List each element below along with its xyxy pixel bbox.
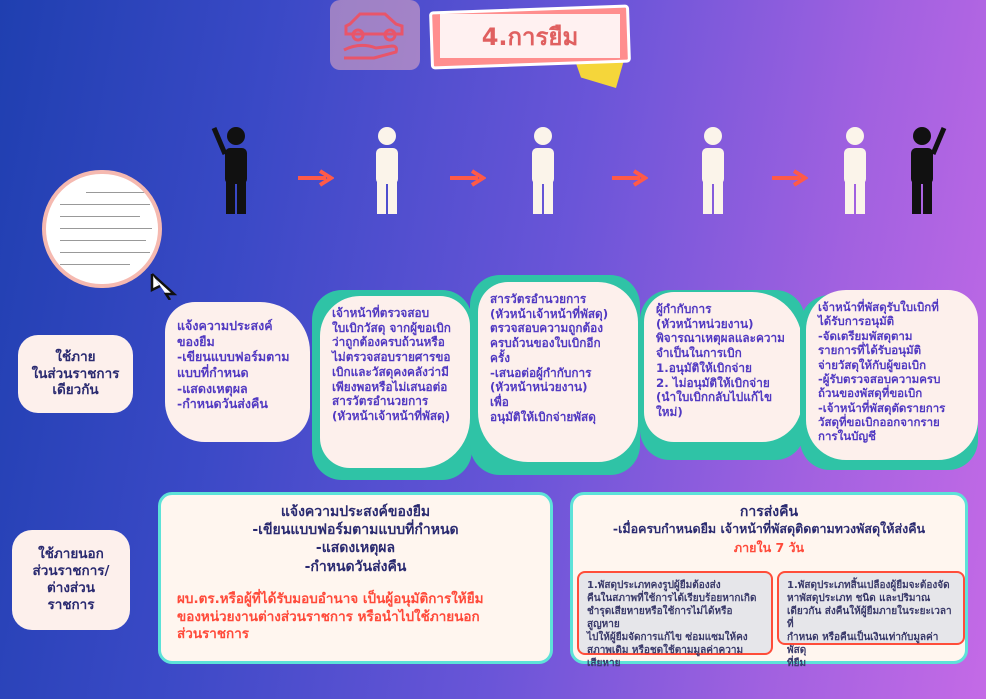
step-2-card <box>320 296 470 468</box>
step-3-card <box>478 282 638 462</box>
step-2-text: เจ้าหน้าที่ตรวจสอบ ใบเบิกวัสดุ จากผู้ขอเบิก ว่าถูกต้องครบถ้วนหรือ ไม่ตรวจสอบรายศารขอ เบิกและวัสดุคงคลังว่ามี เพียงพอหรือไม่เสนอต่อ สารวัตรอำนวยการ (หัวหน้าเจ้าหน้าที่พัสดุ) <box>332 306 451 424</box>
internal-use-label: ใช้ภาย ในส่วนราชการ เดียวกัน <box>18 335 133 413</box>
step-3-text: สารวัตรอำนวยการ (หัวหน้าเจ้าหน้าที่พัสดุ) ตรวจสอบความถูกต้อง ครบถ้วนของใบเบิกอีก ครั้ง -เสนอต่อผู้กำกับการ (หัวหน้าหน่วยงาน) เพื่อ อนุมัติให้เบิกจ่ายพัสดุ <box>490 292 609 424</box>
external-loan-panel <box>158 492 553 664</box>
external-loan-approval-note: ผบ.ตร.หรือผู้ที่ได้รับมอบอำนาจ เป็นผู้อนุมัติการให้ยืม ของหน่วยงานต่างส่วนราชการ หรือนำไปใช้ภายนอก ส่วนราชการ <box>177 591 484 643</box>
step-4-card <box>644 292 802 442</box>
return-panel <box>570 492 968 669</box>
return-durable-note: 1.พัสดุประเภทคงรูปผู้ยืมต้องส่ง คืนในสภาพที่ใช้การได้เรียบร้อยหากเกิด ชำรุดเสียหายหรือใช้การไม่ได้หรือสูญหาย ไปให้ผู้ยืมจัดการแก้ไข ซ่อมแซมให้คง สภาพเดิม หรือชดใช้ตามมูลค่าความ เสียหาย <box>577 571 773 655</box>
document-form-icon <box>42 170 162 288</box>
arrow-right-icon <box>298 168 334 192</box>
step-5-card <box>806 290 978 460</box>
step-1-text: แจ้งความประสงค์ ของยืม -เขียนแบบฟอร์มตาม แบบที่กำหนด -แสดงเหตุผล -กำหนดวันส่งคืน <box>177 318 290 412</box>
step-5-text: เจ้าหน้าที่พัสดุรับใบเบิกที่ ได้รับการอนุมัติ -จัดเตรียมพัสดุตาม รายการที่ได้รับอนุมัติ จ่ายวัสดุให้กับผู้ขอเบิก -ผู้รับตรวจสอบความครบ ถ้วนของพัสดุที่ขอเบิก -เจ้าหน้าที่พัสดุตัดรายการ วัสดุที่ขอเบิกออกจากราย การในบัญชี <box>818 300 946 444</box>
person-icon <box>688 122 738 222</box>
step-4-text: ผู้กำกับการ (หัวหน้าหน่วยงาน) พิจารณาเหตุผลและความ จำเป็นในการเบิก 1.อนุมัติให้เบิกจ่าย 2. ไม่อนุมัติให้เบิกจ่าย (นำใบเบิกกลับไปแก้ไข ใหม่) <box>656 302 785 420</box>
arrow-right-icon <box>450 168 486 192</box>
return-title: การส่งคืน <box>739 504 799 520</box>
return-instruction: -เมื่อครบกำหนดยืม เจ้าหน้าที่พัสดุติดตามทวงพัสดุให้ส่งคืน <box>612 521 926 536</box>
step-1-card <box>165 302 310 442</box>
person-icon <box>830 122 880 222</box>
external-use-label: ใช้ภายนอก ส่วนราชการ/ ต่างส่วน ราชการ <box>12 530 130 630</box>
person-pointing-icon <box>898 122 948 222</box>
external-loan-steps: แจ้งความประสงค์ของยืม -เขียนแบบฟอร์มตามแบบที่กำหนด -แสดงเหตุผล -กำหนดวันส่งคืน <box>252 504 459 575</box>
person-icon <box>518 122 568 222</box>
arrow-right-icon <box>772 168 808 192</box>
page-title: 4.การยืม <box>440 14 620 58</box>
cursor-arrow-icon <box>148 270 182 304</box>
return-consumable-note: 1.พัสดุประเภทสิ้นเปลืองผู้ยืมจะต้องจัด หาพัสดุประเภท ชนิด และปริมาณ เดียวกัน ส่งคืนให้ผู้ยืมภายในระยะเวลาที่ กำหนด หรือคืนเป็นเงินเท่ากับมูลค่าพัสดุ ที่ยืม <box>777 571 965 645</box>
person-pointing-icon <box>210 122 260 222</box>
person-icon <box>362 122 412 222</box>
return-deadline: ภายใน 7 วัน <box>733 540 805 555</box>
arrow-right-icon <box>612 168 648 192</box>
hand-car-icon <box>330 0 420 70</box>
